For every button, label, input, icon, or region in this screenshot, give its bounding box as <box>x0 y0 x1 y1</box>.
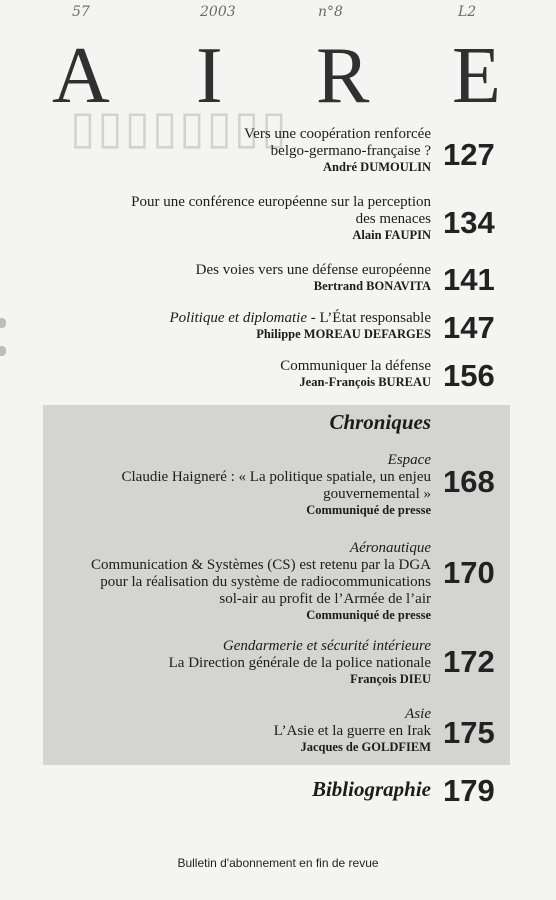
toc-entry[interactable] <box>196 262 431 294</box>
entry-author: Communiqué de presse <box>306 608 431 622</box>
handwritten-note-3: n°8 <box>318 4 343 20</box>
entry-page-number: 175 <box>443 715 495 750</box>
entry-title-line: Claudie Haigneré : « La politique spatiale, un enjeu <box>121 469 431 485</box>
entry-title-line: Communiquer la défense <box>280 358 431 374</box>
title-letter-i: I <box>196 32 223 120</box>
entry-title-rest: - L’État responsable <box>307 310 431 326</box>
subscription-note: Bulletin d'abonnement en fin de revue <box>177 856 379 870</box>
entry-page-number: 127 <box>443 137 495 172</box>
entry-author: Alain FAUPIN <box>352 228 431 242</box>
entry-author: Philippe MOREAU DEFARGES <box>256 327 431 341</box>
entry-author: Jean-François BUREAU <box>299 375 431 389</box>
entry-title-line: Vers une coopération renforcée <box>244 126 431 142</box>
chronique-category: Aéronautique <box>349 540 431 556</box>
entry-title-line: La Direction générale de la police nationale <box>168 655 431 671</box>
section-heading-bibliographie[interactable]: Bibliographie <box>311 777 431 801</box>
entry-title-line: Des voies vers une défense européenne <box>195 262 431 278</box>
entry-title-line: pour la réalisation du système de radiocommunications <box>100 574 431 590</box>
chronique-entry[interactable] <box>91 540 431 623</box>
toc-entry[interactable] <box>131 194 431 243</box>
entry-page-number: 134 <box>443 205 495 240</box>
entry-author: Jacques de GOLDFIEM <box>300 740 431 754</box>
entry-title-line <box>170 310 431 327</box>
toc-entry[interactable] <box>244 126 431 175</box>
entry-page-number: 168 <box>443 464 495 499</box>
binding-mark <box>0 318 6 328</box>
title-letter-e: E <box>452 32 501 120</box>
title-letter-r: R <box>316 32 370 120</box>
chronique-entry[interactable] <box>169 638 431 687</box>
title-letter-a: A <box>52 32 110 120</box>
entry-page-number: 172 <box>443 644 495 679</box>
chronique-category: Espace <box>387 452 431 468</box>
entry-title-line: belgo-germano-française ? <box>270 143 431 159</box>
entry-page-number: 147 <box>443 310 495 345</box>
handwritten-note-4: L2 <box>458 4 477 20</box>
toc-entry[interactable] <box>170 310 431 342</box>
entry-title-line: sol-air au profit de l’Armée de l’air <box>219 591 431 607</box>
entry-title-line: L’Asie et la guerre en Irak <box>273 723 431 739</box>
entry-author: Communiqué de presse <box>306 503 431 517</box>
show-through-text: ▯▯▯▯▯▯▯▯ <box>70 101 289 153</box>
chronique-category: Gendarmerie et sécurité intérieure <box>222 638 431 654</box>
chronique-entry[interactable] <box>274 706 431 755</box>
entry-title-line: Communication & Systèmes (CS) est retenu par la DGA <box>91 557 431 573</box>
entry-page-number: 179 <box>443 773 495 808</box>
entry-page-number: 141 <box>443 262 495 297</box>
entry-title-line: Pour une conférence européenne sur la perception <box>131 194 431 210</box>
entry-title-line: gouvernemental » <box>323 486 431 502</box>
chronique-entry[interactable] <box>122 452 432 518</box>
entry-title-italic: Politique et diplomatie <box>169 310 307 326</box>
toc-entry[interactable] <box>280 358 431 390</box>
handwritten-note-1: 57 <box>72 4 90 20</box>
entry-author: André DUMOULIN <box>323 160 431 174</box>
entry-page-number: 170 <box>443 555 495 590</box>
entry-title-line: des menaces <box>355 211 431 227</box>
handwritten-note-2: 2003 <box>200 4 236 20</box>
entry-author: Bertrand BONAVITA <box>313 279 431 293</box>
entry-page-number: 156 <box>443 358 495 393</box>
entry-author: François DIEU <box>350 672 431 686</box>
chronique-category: Asie <box>405 706 431 722</box>
section-heading-chroniques: Chroniques <box>329 410 431 434</box>
binding-mark <box>0 346 6 356</box>
